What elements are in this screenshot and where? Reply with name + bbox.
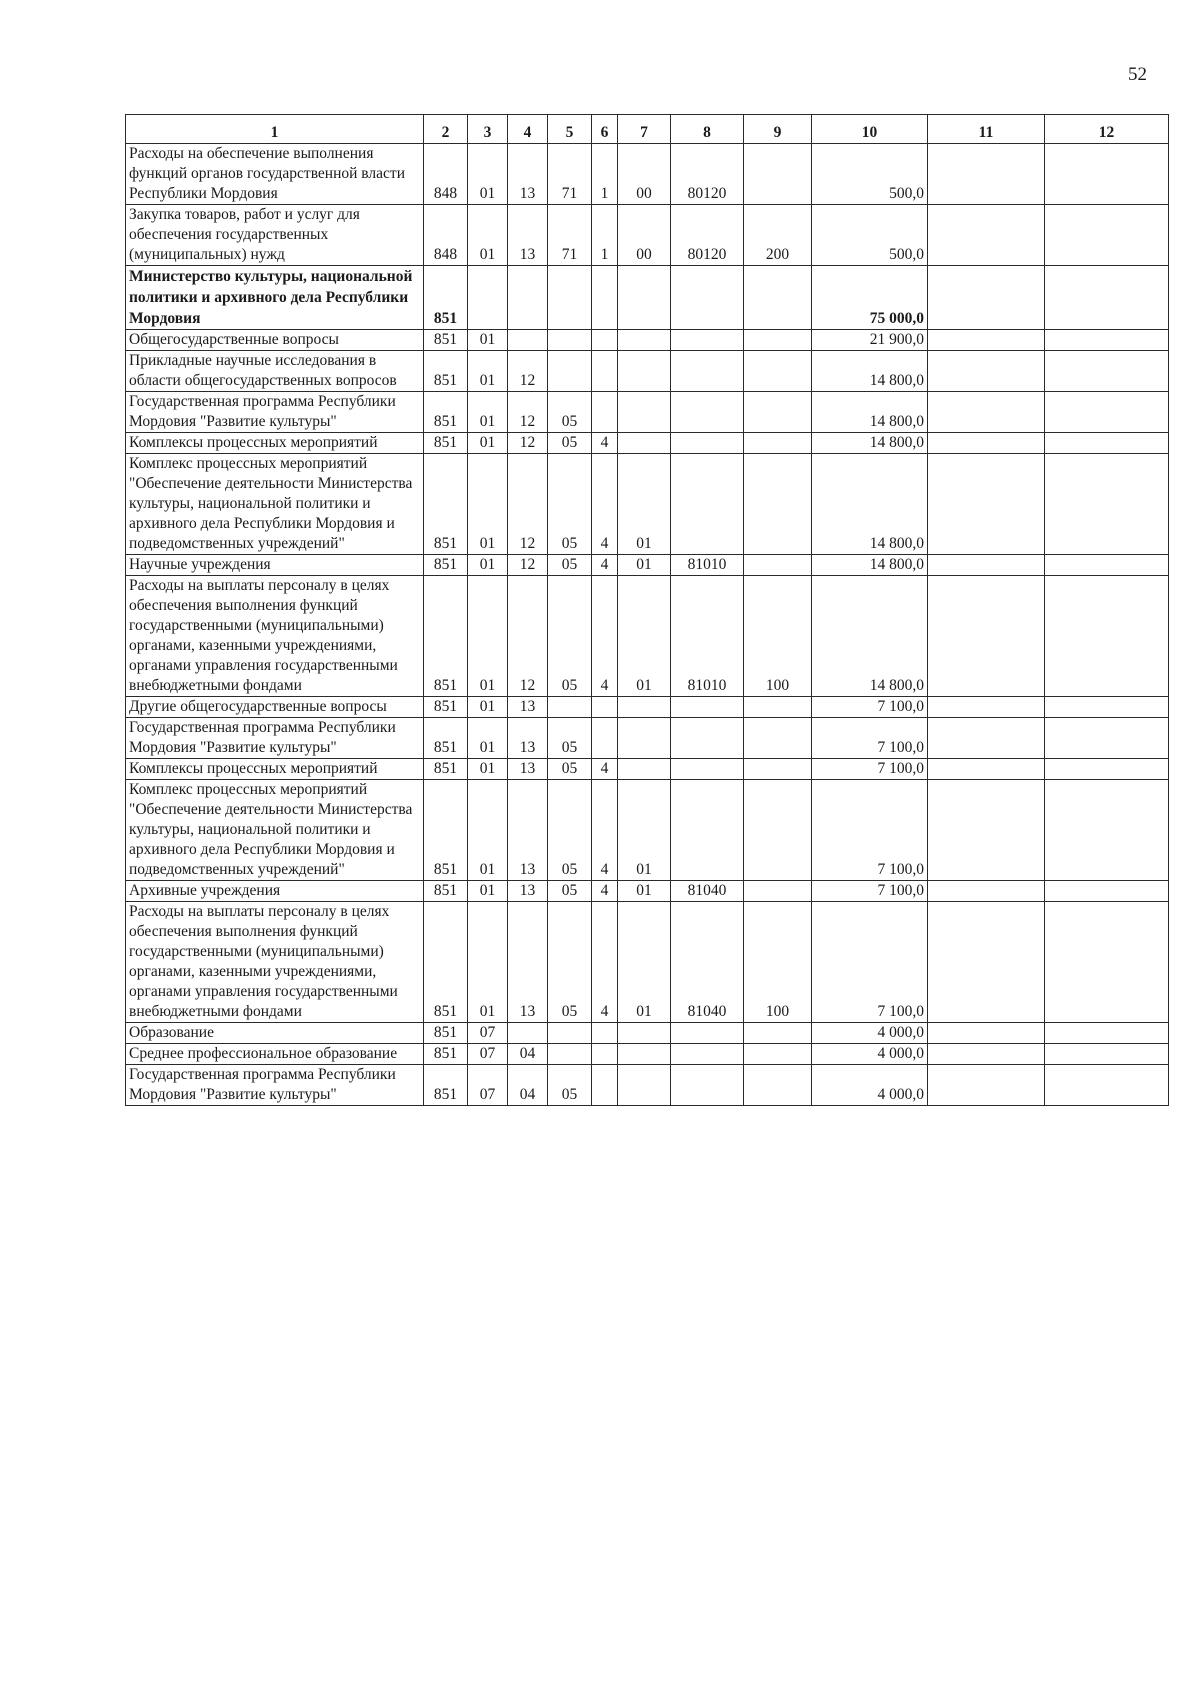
column-12-cell (1045, 881, 1169, 902)
row-name-cell: Расходы на выплаты персоналу в целях обеспечения выполнения функций государственными (муниципальными) органами, казенными учреждениями, органами управления государственными внебюджетными фондами (126, 576, 424, 697)
table-row (126, 576, 1169, 697)
subprogram-cell (618, 433, 671, 454)
table-row (126, 718, 1169, 759)
subprogram-cell: 01 (618, 576, 671, 697)
row-name-cell: Архивные учреждения (126, 881, 424, 902)
subprogram-cell (618, 266, 671, 330)
header-row (126, 115, 1169, 144)
table-row (126, 454, 1169, 555)
direction-cell (671, 330, 744, 351)
expense-type-cell (744, 1065, 812, 1106)
subprogram-cell: 01 (618, 881, 671, 902)
subprogram-type-cell (592, 718, 618, 759)
subsection-cell (508, 1023, 548, 1044)
row-name-cell: Государственная программа Республики Мордовия "Развитие культуры" (126, 392, 424, 433)
amount-cell: 14 800,0 (812, 576, 928, 697)
column-11-cell (928, 1023, 1045, 1044)
expense-type-cell (744, 330, 812, 351)
subsection-cell: 13 (508, 718, 548, 759)
subprogram-type-cell (592, 1023, 618, 1044)
column-12-cell (1045, 902, 1169, 1023)
program-cell: 05 (548, 454, 592, 555)
row-name-cell: Комплексы процессных мероприятий (126, 759, 424, 780)
row-name-cell: Закупка товаров, работ и услуг для обеспечения государственных (муниципальных) нужд (126, 205, 424, 266)
row-name-cell: Министерство культуры, национальной политики и архивного дела Республики Мордовия (126, 266, 424, 330)
column-12-cell (1045, 1023, 1169, 1044)
direction-cell: 81040 (671, 902, 744, 1023)
column-11-cell (928, 576, 1045, 697)
row-name-cell: Комплексы процессных мероприятий (126, 433, 424, 454)
amount-cell: 75 000,0 (812, 266, 928, 330)
expense-type-cell: 100 (744, 902, 812, 1023)
row-name-cell: Комплекс процессных мероприятий "Обеспечение деятельности Министерства культуры, национальной политики и архивного дела Республики Мордовия и подведомственных учреждений" (126, 454, 424, 555)
subsection-cell (508, 266, 548, 330)
subprogram-cell (618, 330, 671, 351)
ministry-code-cell: 851 (424, 1023, 468, 1044)
program-cell: 05 (548, 881, 592, 902)
amount-cell: 21 900,0 (812, 330, 928, 351)
column-12-cell (1045, 454, 1169, 555)
column-11-cell (928, 392, 1045, 433)
column-header: 5 (548, 115, 592, 144)
subprogram-type-cell (592, 330, 618, 351)
subsection-cell: 12 (508, 576, 548, 697)
ministry-code-cell: 851 (424, 718, 468, 759)
column-11-cell (928, 881, 1045, 902)
subprogram-type-cell: 4 (592, 576, 618, 697)
row-name-cell: Научные учреждения (126, 555, 424, 576)
subprogram-cell (618, 697, 671, 718)
column-11-cell (928, 433, 1045, 454)
amount-cell: 14 800,0 (812, 392, 928, 433)
section-cell: 07 (468, 1044, 508, 1065)
subprogram-type-cell (592, 697, 618, 718)
direction-cell (671, 351, 744, 392)
subprogram-type-cell: 4 (592, 454, 618, 555)
table-row (126, 759, 1169, 780)
expense-type-cell (744, 759, 812, 780)
section-cell: 07 (468, 1023, 508, 1044)
ministry-code-cell: 851 (424, 351, 468, 392)
row-name-cell: Расходы на обеспечение выполнения функций органов государственной власти Республики Мордовия (126, 144, 424, 205)
expense-type-cell (744, 555, 812, 576)
expense-type-cell (744, 266, 812, 330)
subsection-cell: 12 (508, 351, 548, 392)
column-11-cell (928, 454, 1045, 555)
ministry-code-cell: 851 (424, 266, 468, 330)
program-cell (548, 351, 592, 392)
ministry-code-cell: 851 (424, 1044, 468, 1065)
amount-cell: 4 000,0 (812, 1044, 928, 1065)
program-cell (548, 330, 592, 351)
column-11-cell (928, 555, 1045, 576)
direction-cell: 80120 (671, 205, 744, 266)
subprogram-cell: 01 (618, 902, 671, 1023)
column-11-cell (928, 266, 1045, 330)
program-cell (548, 1044, 592, 1065)
program-cell: 05 (548, 902, 592, 1023)
section-cell: 01 (468, 555, 508, 576)
subprogram-cell (618, 1065, 671, 1106)
expense-type-cell (744, 144, 812, 205)
subprogram-type-cell (592, 1065, 618, 1106)
subprogram-type-cell: 4 (592, 881, 618, 902)
row-name-cell: Образование (126, 1023, 424, 1044)
amount-cell: 7 100,0 (812, 902, 928, 1023)
program-cell (548, 266, 592, 330)
subprogram-cell (618, 1023, 671, 1044)
subsection-cell: 12 (508, 392, 548, 433)
subsection-cell (508, 330, 548, 351)
direction-cell: 81010 (671, 555, 744, 576)
section-cell: 01 (468, 392, 508, 433)
amount-cell: 4 000,0 (812, 1023, 928, 1044)
expense-type-cell (744, 1044, 812, 1065)
column-12-cell (1045, 576, 1169, 697)
program-cell: 05 (548, 576, 592, 697)
amount-cell: 7 100,0 (812, 718, 928, 759)
column-11-cell (928, 205, 1045, 266)
program-cell: 05 (548, 555, 592, 576)
subsection-cell: 04 (508, 1065, 548, 1106)
column-header: 6 (592, 115, 618, 144)
column-12-cell (1045, 205, 1169, 266)
row-name-cell: Прикладные научные исследования в области общегосударственных вопросов (126, 351, 424, 392)
direction-cell (671, 759, 744, 780)
table-row (126, 881, 1169, 902)
subprogram-type-cell: 4 (592, 902, 618, 1023)
table-row (126, 555, 1169, 576)
budget-table (125, 114, 1169, 1106)
program-cell: 05 (548, 759, 592, 780)
column-11-cell (928, 144, 1045, 205)
column-12-cell (1045, 392, 1169, 433)
column-header: 9 (744, 115, 812, 144)
expense-type-cell (744, 780, 812, 881)
program-cell: 05 (548, 1065, 592, 1106)
column-11-cell (928, 330, 1045, 351)
direction-cell (671, 392, 744, 433)
expense-type-cell (744, 881, 812, 902)
subprogram-cell (618, 351, 671, 392)
column-header: 7 (618, 115, 671, 144)
column-12-cell (1045, 144, 1169, 205)
subsection-cell: 12 (508, 433, 548, 454)
section-cell: 01 (468, 454, 508, 555)
program-cell: 71 (548, 205, 592, 266)
section-cell: 01 (468, 881, 508, 902)
column-12-cell (1045, 330, 1169, 351)
section-cell: 01 (468, 433, 508, 454)
direction-cell (671, 266, 744, 330)
ministry-code-cell: 848 (424, 205, 468, 266)
column-12-cell (1045, 780, 1169, 881)
subprogram-cell: 01 (618, 555, 671, 576)
subprogram-type-cell: 1 (592, 144, 618, 205)
column-11-cell (928, 1065, 1045, 1106)
expense-type-cell: 100 (744, 576, 812, 697)
ministry-code-cell: 851 (424, 454, 468, 555)
ministry-code-cell: 851 (424, 881, 468, 902)
column-12-cell (1045, 266, 1169, 330)
column-header: 3 (468, 115, 508, 144)
subsection-cell: 04 (508, 1044, 548, 1065)
amount-cell: 7 100,0 (812, 697, 928, 718)
ministry-code-cell: 851 (424, 330, 468, 351)
section-cell: 01 (468, 697, 508, 718)
subprogram-cell (618, 392, 671, 433)
ministry-code-cell: 848 (424, 144, 468, 205)
subprogram-cell: 00 (618, 144, 671, 205)
program-cell: 05 (548, 433, 592, 454)
table-row (126, 392, 1169, 433)
direction-cell (671, 433, 744, 454)
subprogram-cell: 01 (618, 780, 671, 881)
column-header: 8 (671, 115, 744, 144)
direction-cell (671, 697, 744, 718)
column-11-cell (928, 759, 1045, 780)
column-12-cell (1045, 1044, 1169, 1065)
subprogram-type-cell (592, 351, 618, 392)
column-header: 12 (1045, 115, 1169, 144)
program-cell (548, 1023, 592, 1044)
column-11-cell (928, 697, 1045, 718)
amount-cell: 7 100,0 (812, 780, 928, 881)
subprogram-type-cell: 4 (592, 780, 618, 881)
subsection-cell: 13 (508, 881, 548, 902)
amount-cell: 14 800,0 (812, 433, 928, 454)
ministry-code-cell: 851 (424, 759, 468, 780)
direction-cell (671, 1044, 744, 1065)
direction-cell (671, 718, 744, 759)
program-cell: 71 (548, 144, 592, 205)
section-cell: 01 (468, 576, 508, 697)
ministry-code-cell: 851 (424, 555, 468, 576)
table-row (126, 205, 1169, 266)
expense-type-cell (744, 392, 812, 433)
column-12-cell (1045, 718, 1169, 759)
section-cell: 01 (468, 759, 508, 780)
subsection-cell: 13 (508, 759, 548, 780)
section-cell: 01 (468, 205, 508, 266)
table-row (126, 1065, 1169, 1106)
subsection-cell: 13 (508, 902, 548, 1023)
column-12-cell (1045, 697, 1169, 718)
row-name-cell: Расходы на выплаты персоналу в целях обеспечения выполнения функций государственными (муниципальными) органами, казенными учреждениями, органами управления государственными внебюджетными фондами (126, 902, 424, 1023)
subprogram-type-cell: 4 (592, 555, 618, 576)
subsection-cell: 12 (508, 555, 548, 576)
section-cell: 01 (468, 351, 508, 392)
column-11-cell (928, 351, 1045, 392)
table-body (126, 144, 1169, 1106)
expense-type-cell: 200 (744, 205, 812, 266)
program-cell: 05 (548, 392, 592, 433)
column-12-cell (1045, 1065, 1169, 1106)
expense-type-cell (744, 718, 812, 759)
table-row (126, 330, 1169, 351)
subsection-cell: 13 (508, 205, 548, 266)
program-cell (548, 697, 592, 718)
subprogram-type-cell: 1 (592, 205, 618, 266)
table-row (126, 1023, 1169, 1044)
ministry-code-cell: 851 (424, 433, 468, 454)
column-11-cell (928, 780, 1045, 881)
expense-type-cell (744, 454, 812, 555)
section-cell: 01 (468, 780, 508, 881)
section-cell (468, 266, 508, 330)
section-cell: 01 (468, 330, 508, 351)
column-header: 10 (812, 115, 928, 144)
table-row (126, 780, 1169, 881)
amount-cell: 4 000,0 (812, 1065, 928, 1106)
amount-cell: 14 800,0 (812, 454, 928, 555)
row-name-cell: Государственная программа Республики Мордовия "Развитие культуры" (126, 718, 424, 759)
ministry-code-cell: 851 (424, 780, 468, 881)
program-cell: 05 (548, 718, 592, 759)
amount-cell: 500,0 (812, 144, 928, 205)
column-11-cell (928, 902, 1045, 1023)
table-row (126, 433, 1169, 454)
row-name-cell: Среднее профессиональное образование (126, 1044, 424, 1065)
section-cell: 01 (468, 144, 508, 205)
column-header: 1 (126, 115, 424, 144)
column-12-cell (1045, 433, 1169, 454)
amount-cell: 7 100,0 (812, 759, 928, 780)
direction-cell (671, 454, 744, 555)
subprogram-type-cell (592, 266, 618, 330)
column-header: 2 (424, 115, 468, 144)
section-cell: 01 (468, 718, 508, 759)
column-header: 11 (928, 115, 1045, 144)
ministry-code-cell: 851 (424, 697, 468, 718)
subsection-cell: 13 (508, 780, 548, 881)
section-cell: 01 (468, 902, 508, 1023)
subprogram-cell (618, 1044, 671, 1065)
row-name-cell: Государственная программа Республики Мордовия "Развитие культуры" (126, 1065, 424, 1106)
page-number: 52 (1128, 64, 1147, 85)
amount-cell: 500,0 (812, 205, 928, 266)
ministry-code-cell: 851 (424, 902, 468, 1023)
subprogram-cell: 00 (618, 205, 671, 266)
subprogram-type-cell: 4 (592, 433, 618, 454)
column-header: 4 (508, 115, 548, 144)
subprogram-type-cell (592, 1044, 618, 1065)
subprogram-cell (618, 718, 671, 759)
table-row (126, 144, 1169, 205)
subsection-cell: 13 (508, 144, 548, 205)
ministry-code-cell: 851 (424, 1065, 468, 1106)
subprogram-type-cell (592, 392, 618, 433)
direction-cell: 80120 (671, 144, 744, 205)
expense-type-cell (744, 433, 812, 454)
table-row (126, 697, 1169, 718)
program-cell: 05 (548, 780, 592, 881)
column-12-cell (1045, 759, 1169, 780)
column-11-cell (928, 718, 1045, 759)
ministry-code-cell: 851 (424, 576, 468, 697)
amount-cell: 7 100,0 (812, 881, 928, 902)
column-12-cell (1045, 555, 1169, 576)
table-row (126, 266, 1169, 330)
direction-cell: 81010 (671, 576, 744, 697)
expense-type-cell (744, 351, 812, 392)
direction-cell: 81040 (671, 881, 744, 902)
ministry-code-cell: 851 (424, 392, 468, 433)
direction-cell (671, 780, 744, 881)
direction-cell (671, 1065, 744, 1106)
row-name-cell: Комплекс процессных мероприятий "Обеспечение деятельности Министерства культуры, национальной политики и архивного дела Республики Мордовия и подведомственных учреждений" (126, 780, 424, 881)
column-12-cell (1045, 351, 1169, 392)
expense-type-cell (744, 697, 812, 718)
column-11-cell (928, 1044, 1045, 1065)
table-row (126, 902, 1169, 1023)
direction-cell (671, 1023, 744, 1044)
amount-cell: 14 800,0 (812, 555, 928, 576)
expense-type-cell (744, 1023, 812, 1044)
subsection-cell: 12 (508, 454, 548, 555)
subprogram-type-cell: 4 (592, 759, 618, 780)
subprogram-cell (618, 759, 671, 780)
subprogram-cell: 01 (618, 454, 671, 555)
section-cell: 07 (468, 1065, 508, 1106)
table-row (126, 351, 1169, 392)
row-name-cell: Общегосударственные вопросы (126, 330, 424, 351)
table-row (126, 1044, 1169, 1065)
subsection-cell: 13 (508, 697, 548, 718)
row-name-cell: Другие общегосударственные вопросы (126, 697, 424, 718)
amount-cell: 14 800,0 (812, 351, 928, 392)
